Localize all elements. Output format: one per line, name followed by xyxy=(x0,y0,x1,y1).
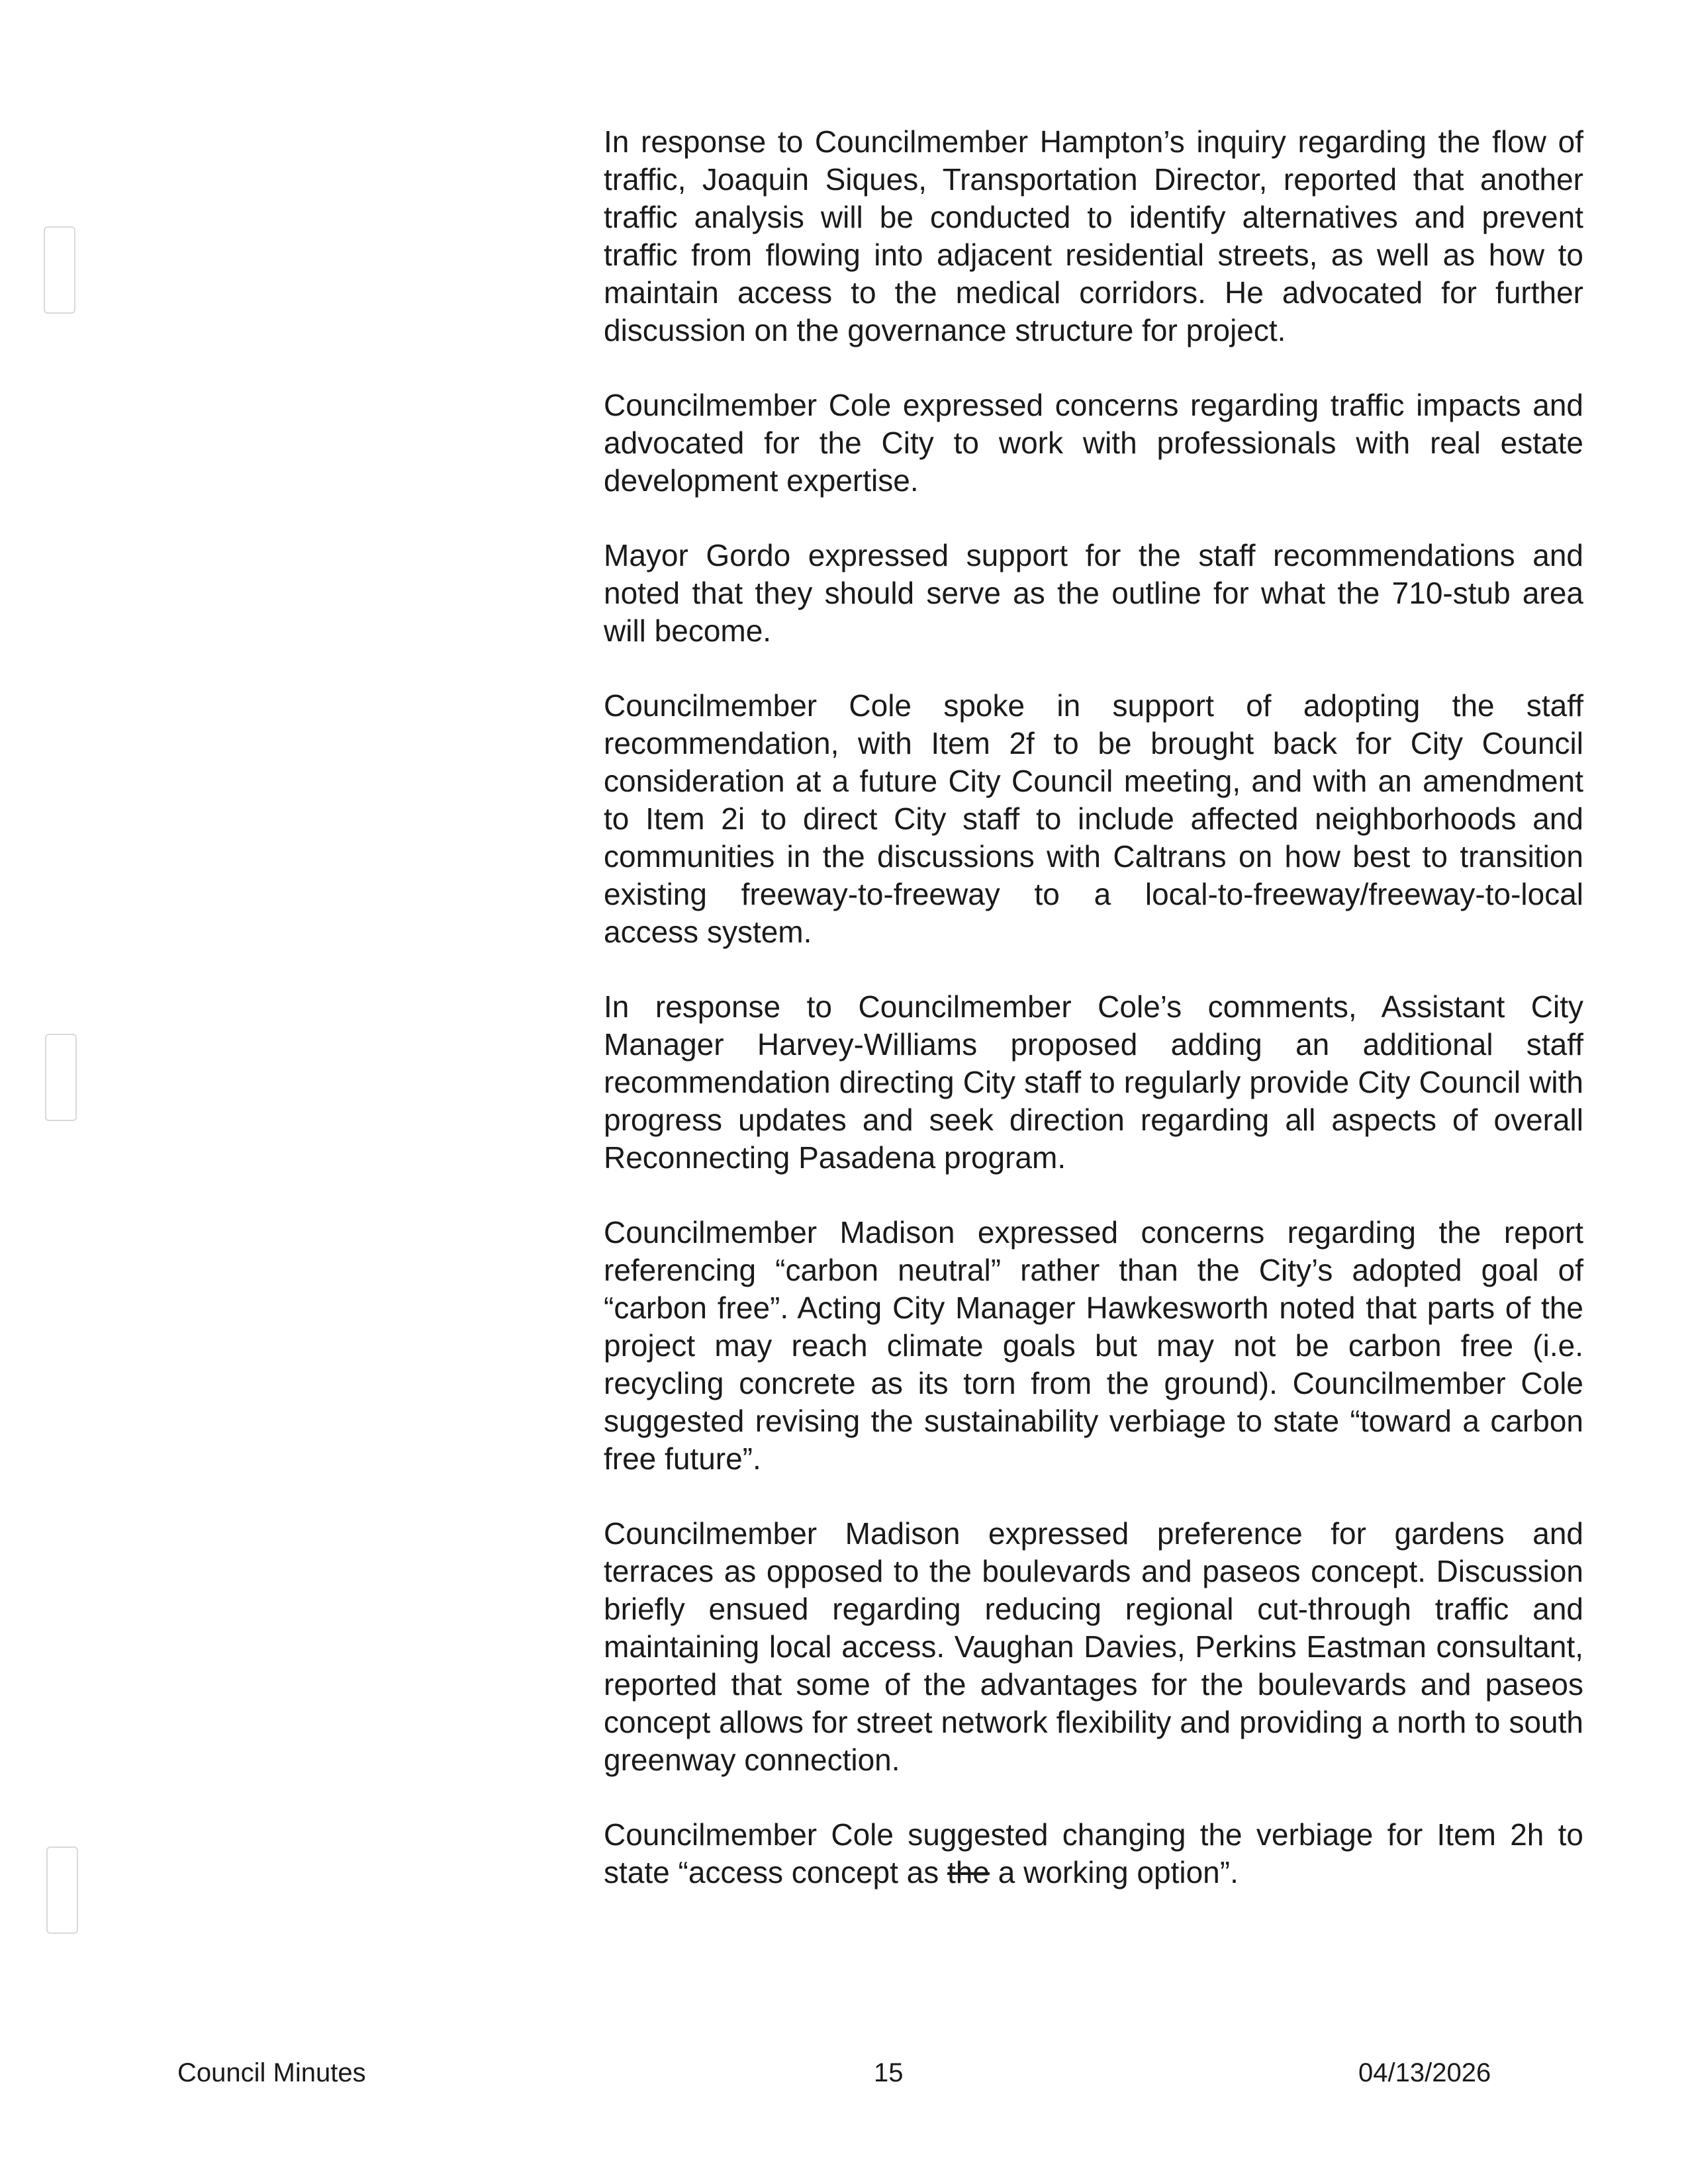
footer-date: 04/13/2026 xyxy=(1358,2058,1491,2087)
binder-hole-bottom xyxy=(46,1846,78,1934)
paragraph-text-before: Councilmember Cole suggested changing the verbiage for Item 2h to state “access concept as xyxy=(604,1817,1583,1889)
binder-hole-top xyxy=(44,226,75,314)
binder-hole-middle xyxy=(45,1034,77,1121)
struck-word: the xyxy=(947,1855,990,1889)
paragraph-cole-verbiage-item-2h xyxy=(604,1816,1583,1891)
paragraph-cole-traffic-concerns: Councilmember Cole expressed concerns regarding traffic impacts and advocated for the City to work with professionals with real estate development expertise. xyxy=(604,388,1583,498)
minutes-body xyxy=(604,123,1583,1929)
paragraph-madison-carbon-concerns: Councilmember Madison expressed concerns regarding the report referencing “carbon neutral” rather than the City’s adopted goal of “carbon free”. Acting City Manager Hawkesworth noted that parts of the project may reach climate goals but may not be carbon free (i.e. recycling concrete as its torn from the ground). Councilmember Cole suggested revising the sustainability verbiage to state “toward a carbon free future”. xyxy=(604,1215,1583,1476)
footer-document-title: Council Minutes xyxy=(177,2058,366,2087)
paragraph-hampton-inquiry: In response to Councilmember Hampton’s inquiry regarding the flow of traffic, Joaquin Siques, Transportation Director, reported that another traffic analysis will be conducted to identify alternatives and prevent traffic from flowing into adjacent residential streets, as well as how to maintain access to the medical corridors. He advocated for further discussion on the governance structure for project. xyxy=(604,124,1583,347)
paragraph-text-after: a working option”. xyxy=(989,1855,1239,1889)
footer-page-number: 15 xyxy=(874,2058,904,2087)
paragraph-harvey-williams-proposal: In response to Councilmember Cole’s comments, Assistant City Manager Harvey-Williams proposed adding an additional staff recommendation directing City staff to regularly provide City Council with progress updates and seek direction regarding all aspects of overall Reconnecting Pasadena program. xyxy=(604,989,1583,1175)
paragraph-cole-motion: Councilmember Cole spoke in support of adopting the staff recommendation, with Item 2f to be brought back for City Council consideration at a future City Council meeting, and with an amendment to Item 2i to direct City staff to include affected neighborhoods and communities in the discussions with Caltrans on how best to transition existing freeway-to-freeway to a local-to-freeway/freeway-to-local access system. xyxy=(604,688,1583,949)
paragraph-madison-gardens-preference: Councilmember Madison expressed preference for gardens and terraces as opposed to the boulevards and paseos concept. Discussion briefly ensued regarding reducing regional cut-through traffic and maintaining local access. Vaughan Davies, Perkins Eastman consultant, reported that some of the advantages for the boulevards and paseos concept allows for street network flexibility and providing a north to south greenway connection. xyxy=(604,1516,1583,1777)
paragraph-mayor-gordo-support: Mayor Gordo expressed support for the staff recommendations and noted that they should serve as the outline for what the 710-stub area will become. xyxy=(604,538,1583,648)
